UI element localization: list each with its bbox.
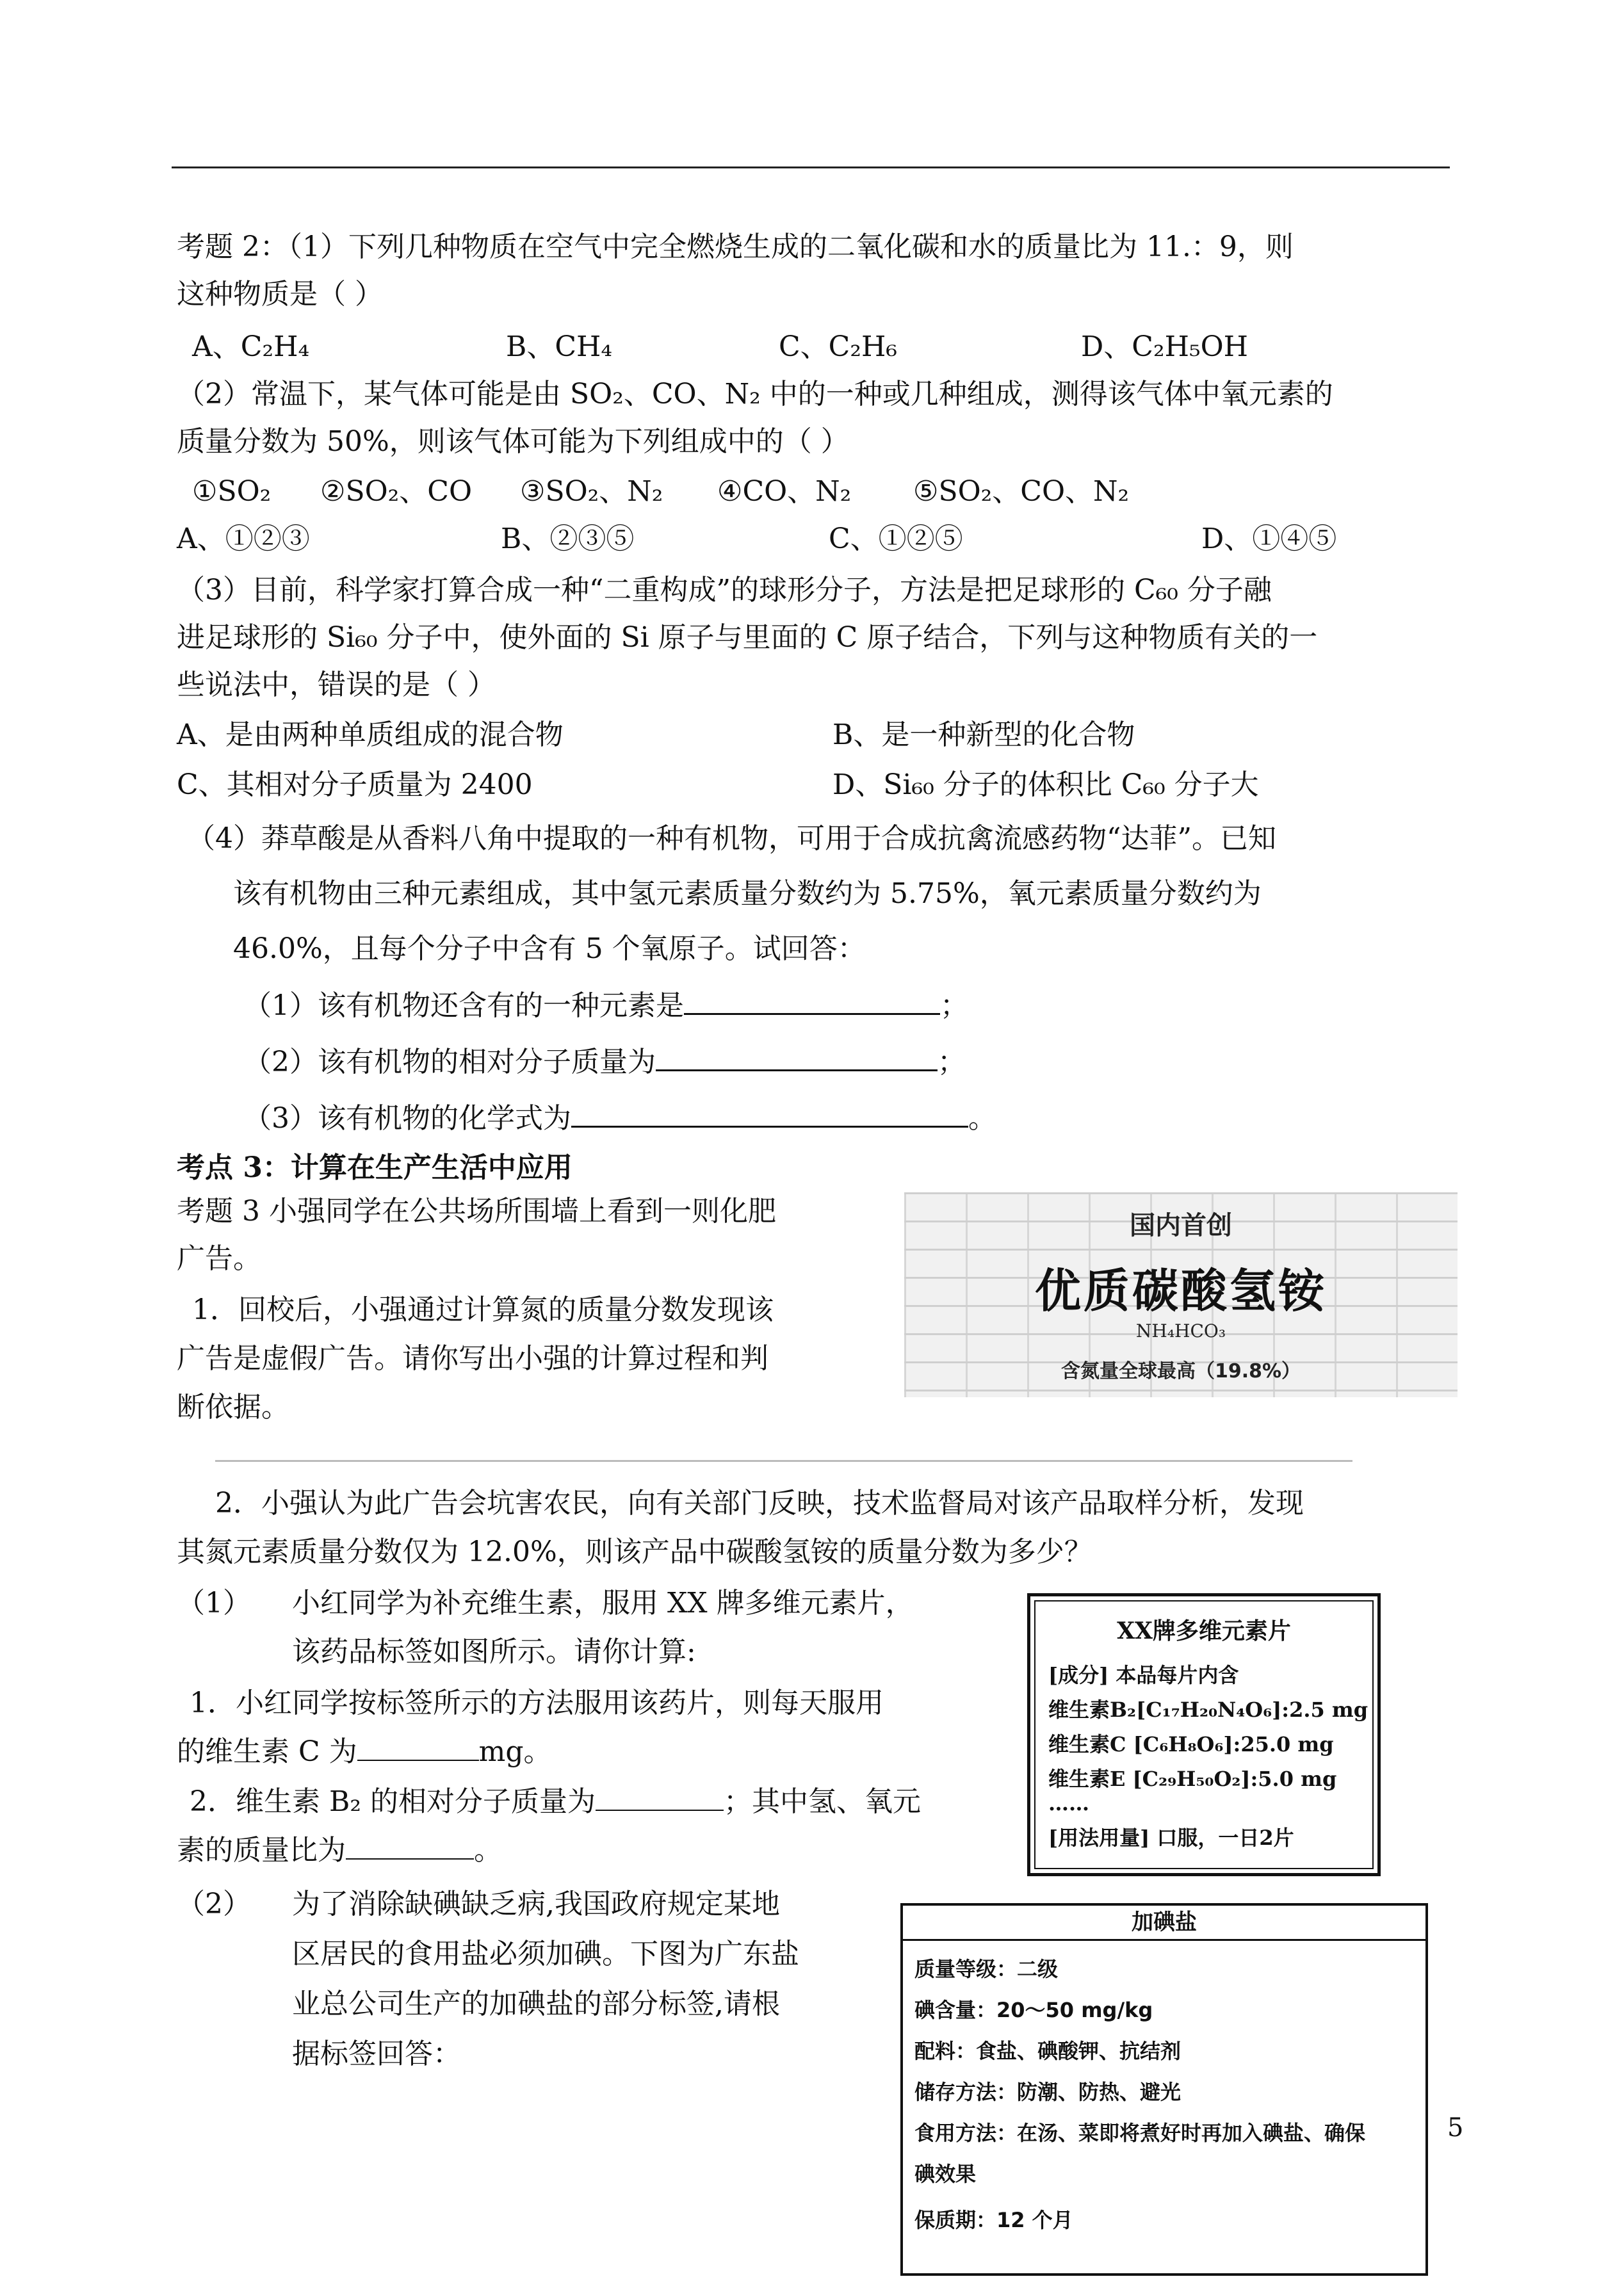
q2-p2-combo-3: ③SO₂、N₂ [520,475,663,508]
q2-p3-option-a: A、是由两种单质组成的混合物 [177,718,564,751]
fertilizer-ad-image [904,1192,1458,1397]
vit-s1-line2-text: 的维生素 C 为 [177,1735,357,1768]
q3-s2-line1: 2．小强认为此广告会坑害农民，向有关部门反映，技术监督局对该产品取样分析，发现 [215,1487,1304,1520]
q2-line1: 考题 2：（1）下列几种物质在空气中完全燃烧生成的二氧化碳和水的质量比为 11.：9，则 [177,231,1294,263]
q2-p2-combo-4: ④CO、N₂ [717,475,852,508]
header-rule [172,166,1450,168]
vit-q-number: （1） [177,1587,251,1619]
salt-label-row: 保质期：12 个月 [914,2208,1073,2232]
salt-q-number: （2） [177,1888,251,1920]
answer-blank[interactable] [357,1734,479,1761]
salt-q-line3: 业总公司生产的加碘盐的部分标签,请根 [292,1988,780,2020]
vit-s2-line1-text: 2．维生素 B₂ 的相对分子质量为 [190,1785,596,1818]
answer-blank[interactable] [684,985,940,1015]
ad-top-text: 国内首创 [1130,1211,1232,1240]
q2-p4-sub2-text: （2）该有机物的相对分子质量为 [243,1046,656,1078]
vitamin-label-title: XX牌多维元素片 [1117,1618,1291,1644]
vitamin-label-image [1027,1593,1381,1876]
q2-p2-option-c: C、①②⑤ [829,523,963,555]
q2-p3-option-c: C、其相对分子质量为 2400 [177,768,533,801]
q2-p2-line2: 质量分数为 50%，则该气体可能为下列组成中的（ ） [177,425,849,458]
q2-p2-option-b: B、②③⑤ [501,523,635,555]
q2-p3-option-b: B、是一种新型的化合物 [832,718,1135,751]
q2-p2-combo-1: ①SO₂ [192,475,272,508]
answer-blank[interactable] [346,1833,474,1860]
salt-q-line2: 区居民的食用盐必须加碘。下图为广东盐 [292,1938,799,1970]
q2-p2-option-a: A、①②③ [177,523,310,555]
q3-line1: 考题 3 小强同学在公共场所围墙上看到一则化肥 [177,1195,776,1228]
vit-s1-line2 [177,1733,552,1771]
q2-p4-sub3-text: （3）该有机物的化学式为 [243,1102,571,1135]
vitamin-label-row: 维生素B₂[C₁₇H₂₀N₄O₆]:2.5 mg [1048,1698,1368,1722]
q2-p4-sub1-end: ； [940,989,968,1022]
vit-s2-line1 [190,1783,921,1821]
ad-claim: 含氮量全球最高（19.8%） [1060,1360,1301,1383]
answer-blank[interactable] [571,1098,968,1128]
salt-label-title: 加碘盐 [903,1906,1425,1941]
vitamin-label-row: 维生素E [C₂₉H₅₀O₂]:5.0 mg [1048,1767,1337,1791]
q3-line2: 广告。 [177,1242,261,1275]
salt-q-line1: 为了消除缺碘缺乏病,我国政府规定某地 [292,1888,780,1920]
ad-headline: 优质碳酸氢铵 [1034,1264,1327,1318]
salt-label-row: 储存方法：防潮、防热、避光 [914,2080,1181,2104]
vitamin-label-row: [用法用量] 口服，一日2片 [1048,1826,1294,1850]
q2-p2-combo-2: ②SO₂、CO [320,475,473,508]
q2-p2-combo-5: ⑤SO₂、CO、N₂ [913,475,1130,508]
q3-s2-line2: 其氮元素质量分数仅为 12.0%，则该产品中碳酸氢铵的质量分数为多少？ [177,1536,1092,1568]
vit-q-line2: 该药品标签如图所示。请你计算: [292,1635,696,1668]
vitamin-label-row: 维生素C [C₆H₈O₆]:25.0 mg [1048,1732,1334,1756]
iodized-salt-label [900,1903,1428,2276]
salt-label-row: 碘效果 [914,2162,977,2186]
answer-blank[interactable] [656,1041,938,1071]
q2-p2-option-d: D、①④⑤ [1201,523,1337,555]
salt-label-row: 质量等级：二级 [914,1957,1059,1981]
q3-s1-line1: 1．回校后，小强通过计算氮的质量分数发现该 [192,1293,774,1326]
vitamin-label-row: …… [1048,1791,1089,1815]
q2-p4-sub2-end: ； [938,1046,966,1078]
vit-s2-line1-tail: ；其中氢、氧元 [723,1785,921,1818]
vit-s2-line2-end: 。 [474,1834,502,1867]
salt-label-row: 碘含量：20～50 mg/kg [914,1998,1153,2022]
q2-p4-sub3 [243,1098,996,1138]
q2-p3-line2: 进足球形的 Si₆₀ 分子中，使外面的 Si 原子与里面的 C 原子结合，下列与这种物质有关的一 [177,621,1318,654]
salt-q-line4: 据标签回答： [292,2038,461,2070]
q2-option-a: A、C₂H₄ [192,330,310,363]
salt-label-row: 食用方法：在汤、菜即将煮好时再加入碘盐、确保 [914,2121,1366,2145]
salt-label-row: 配料：食盐、碘酸钾、抗结剂 [914,2039,1181,2063]
ad-formula: NH₄HCO₃ [1135,1320,1226,1342]
q2-option-d: D、C₂H₅OH [1081,330,1249,363]
answer-blank[interactable] [596,1784,724,1811]
page-number: 5 [1447,2113,1464,2143]
vitamin-label-row: [成分] 本品每片内含 [1048,1663,1239,1687]
q2-p4-sub3-end: 。 [968,1102,996,1135]
vit-s2-line2 [177,1831,502,1870]
q2-p2-line1: （2）常温下，某气体可能是由 SO₂、CO、N₂ 中的一种或几种组成，测得该气体中氧元素的 [177,378,1333,410]
q2-p4-line3: 46.0%，且每个分子中含有 5 个氧原子。试回答： [233,932,866,965]
q2-option-c: C、C₂H₆ [779,330,897,363]
q2-p4-line1: （4）莽草酸是从香料八角中提取的一种有机物，可用于合成抗禽流感药物“达菲”。已知 [187,822,1276,855]
q2-p3-line3: 些说法中，错误的是（ ） [177,669,496,701]
vit-s2-line2-text: 素的质量比为 [177,1834,346,1867]
kd3-heading: 考点 3：计算在生产生活中应用 [177,1151,572,1184]
q2-p3-option-d: D、Si₆₀ 分子的体积比 C₆₀ 分子大 [832,768,1259,801]
vit-q-line1: 小红同学为补充维生素，服用 XX 牌多维元素片， [292,1587,914,1619]
vit-s1-line1: 1．小红同学按标签所示的方法服用该药片，则每天服用 [190,1687,884,1719]
q2-p4-sub1-text: （1）该有机物还含有的一种元素是 [243,989,684,1022]
q3-s1-line2: 广告是虚假广告。请你写出小强的计算过程和判 [177,1342,768,1375]
q2-option-b: B、CH₄ [506,330,613,363]
answer-line [215,1460,1352,1462]
q2-p4-sub1 [243,985,968,1025]
q2-line2: 这种物质是（ ） [177,278,383,311]
q2-p3-line1: （3）目前，科学家打算合成一种“二重构成”的球形分子，方法是把足球形的 C₆₀ 分子融 [177,574,1272,606]
vit-s1-line2-unit: mg。 [478,1735,552,1768]
q2-p4-sub2 [243,1041,966,1082]
q2-p4-line2: 该有机物由三种元素组成，其中氢元素质量分数约为 5.75%，氧元素质量分数约为 [233,877,1262,910]
q3-s1-line3: 断依据。 [177,1391,289,1423]
